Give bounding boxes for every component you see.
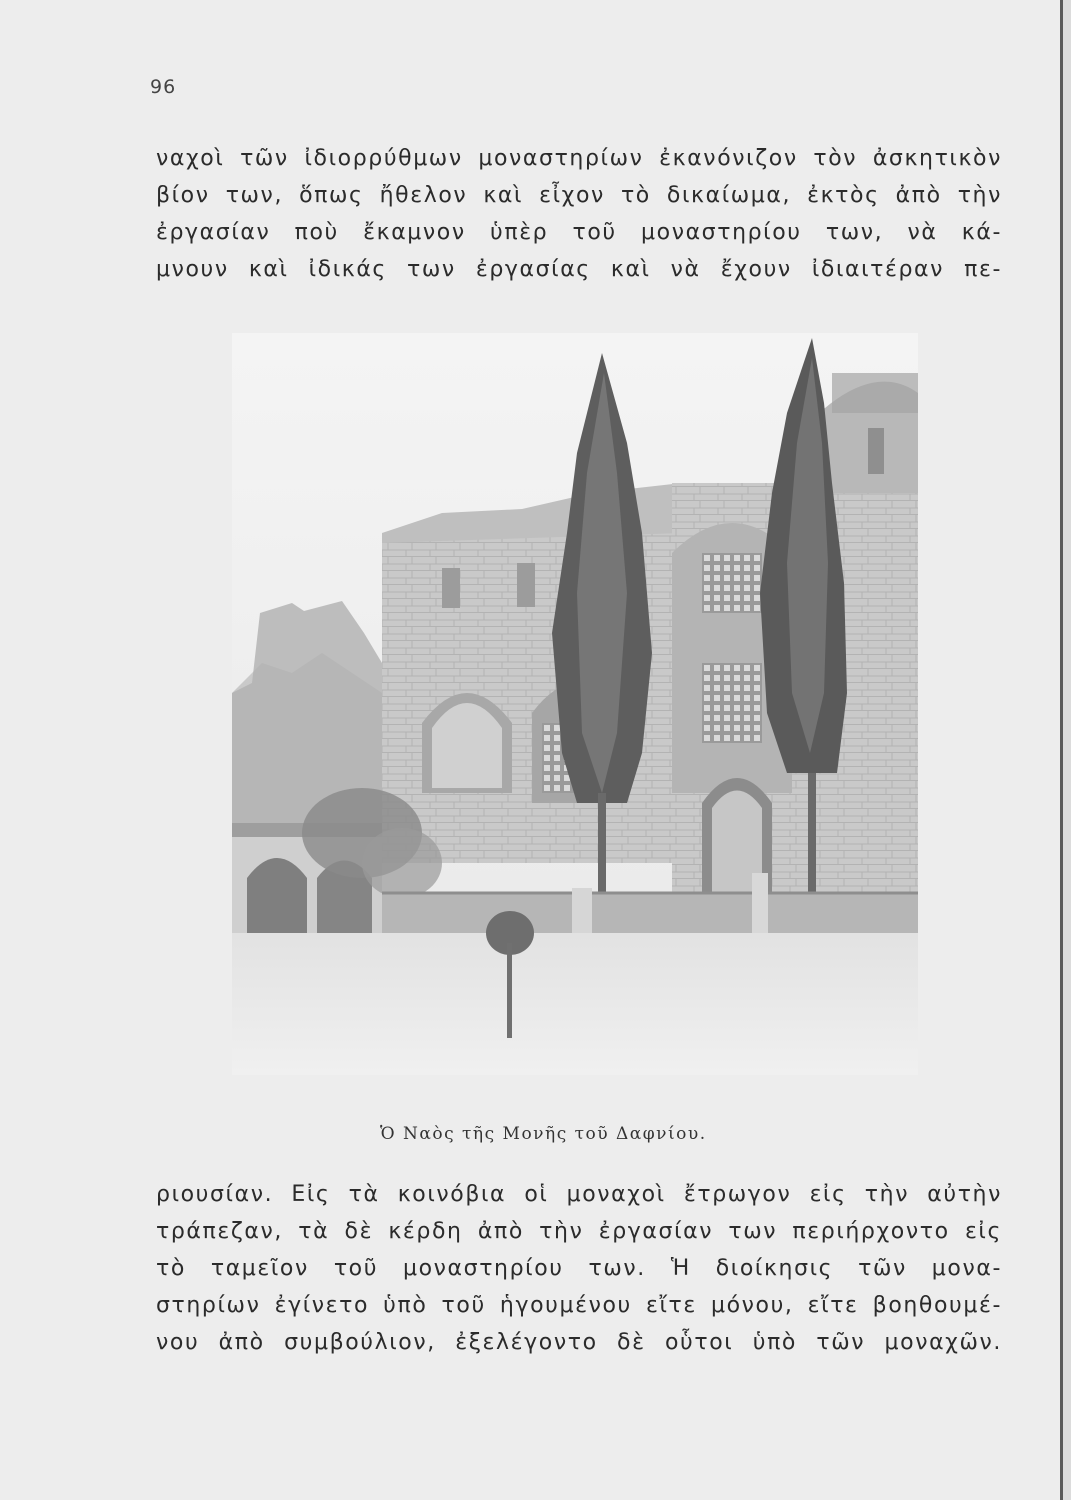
paragraph-top — [156, 140, 1002, 288]
text-line: τράπεζαν, τὰ δὲ κέρδη ἀπὸ τὴν ἐργασίαν των περιήρχοντο εἰς — [156, 1219, 1002, 1244]
courtyard-ground — [232, 933, 918, 1075]
text-line: βίον των, ὅπως ἤθελον καὶ εἶχον τὸ δικαίωμα, ἐκτὸς ἀπὸ τὴν — [156, 183, 1002, 208]
figure-caption: Ὁ Ναὸς τῆς Μονῆς τοῦ Δαφνίου. — [380, 1124, 707, 1144]
text-line: ἐργασίαν ποὺ ἔκαμνον ὑπὲρ τοῦ μοναστηρίου των, νὰ κά- — [156, 220, 1002, 245]
monastery-photo — [232, 333, 918, 1075]
page-number: 96 — [150, 76, 177, 98]
text-line: ναχοὶ τῶν ἰδιορρύθμων μοναστηρίων ἐκανόνιζον τὸν ἀσκητικὸν — [156, 146, 1002, 171]
text-line: μνουν καὶ ἰδικάς των ἐργασίας καὶ νὰ ἔχουν ἰδιαιτέραν πε- — [156, 257, 1002, 282]
page-edge-shadow — [1060, 0, 1063, 1500]
text-line: στηρίων ἐγίνετο ὑπὸ τοῦ ἡγουμένου εἴτε μόνου, εἴτε βοηθουμέ- — [156, 1293, 1002, 1318]
text-line: ριουσίαν. Εἰς τὰ κοινόβια οἱ μοναχοὶ ἔτρωγον εἰς τὴν αὐτὴν — [156, 1182, 1002, 1207]
paragraph-bottom — [156, 1176, 1002, 1361]
page-margin — [1063, 0, 1071, 1500]
text-line: νου ἀπὸ συμβούλιον, ἐξελέγοντο δὲ οὗτοι ὑπὸ τῶν μοναχῶν. — [156, 1330, 1002, 1355]
text-line: τὸ ταμεῖον τοῦ μοναστηρίου των. Ἡ διοίκησις τῶν μονα- — [156, 1256, 1002, 1281]
